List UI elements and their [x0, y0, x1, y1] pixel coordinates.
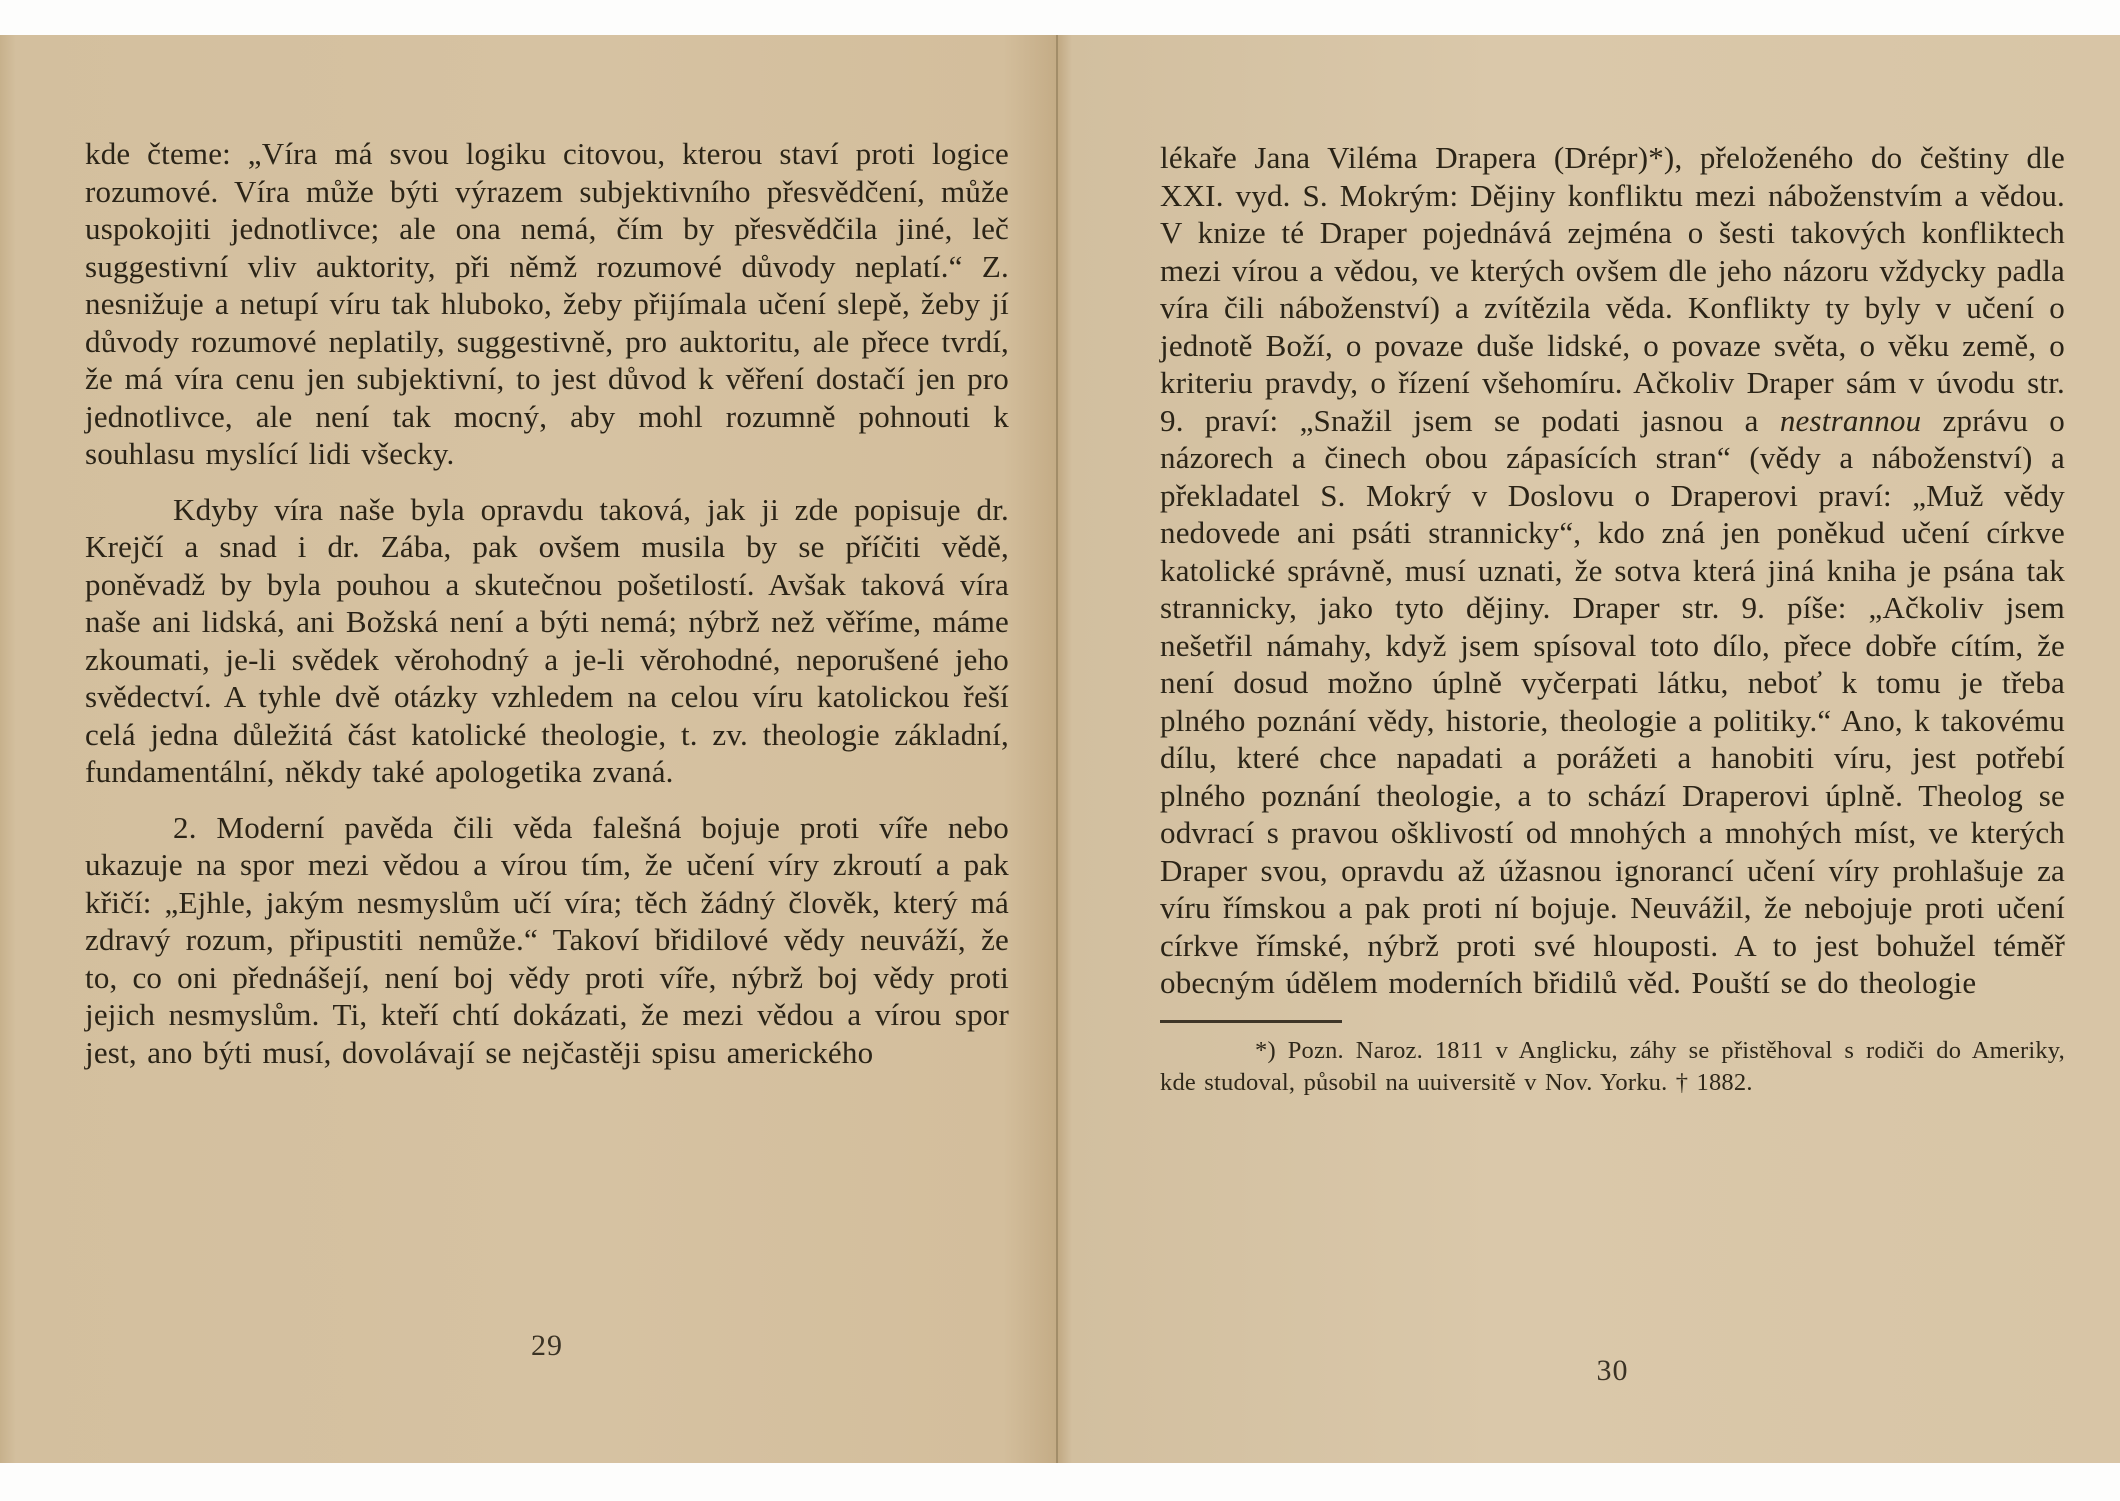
left-page — [0, 35, 1056, 1463]
paragraph-segment: zprávu o názorech a činech obou zápasících stran“ (vědy a náboženství) a překladatel S. Mokrý v Doslovu o Draperovi praví: „Muž vědy nedovede ani psáti strannicky“, kdo zná jen poněkud učení církve katolické správně, musí uznati, že sotva která jiná kniha je psána tak strannicky, jako tyto dějiny. Draper str. 9. píše: „Ačkoliv jsem nešetřil námahy, když jsem spísoval toto dílo, přece dobře cítím, že není dosud možno úplně vyčerpati látku, neboť k tomu je třeba plného poznání vědy, historie, theologie a politiky.“ Ano, k takovému dílu, které chce napadati a porážeti a hanobiti víru, jest potřebí plného poznání theologie, a to schází Draperovi úplně. Theolog se odvrací s pravou ošklivostí od mnohých a mnohých míst, ve kterých Draper svou, opravdu až úžasnou ignorancí učení víry prohlašuje za víru římskou a pak proti ní bojuje. Neuvážil, že nebojuje proti učení církve římské, nýbrž proti své hlouposti. A to jest bohužel téměř obecným údělem moderních břidilů věd. Pouští se do theologie — [1160, 402, 2065, 1000]
paragraph: 2. Moderní pavěda čili věda falešná bojuje proti víře nebo ukazuje na spor mezi vědou a vírou tím, že učení víry zkroutí a pak křičí: „Ejhle, jakým nesmyslům učí víra; těch žádný člověk, který má zdravý rozum, připustiti nemůže.“ Takoví břidilové vědy neuváží, že to, co oni přednášejí, není boj vědy proti víře, nýbrž boj vědy proti jejich nesmyslům. Ti, kteří chtí dokázati, že mezi vědou a vírou spor jest, ano býti musí, dovolávají se nejčastěji spisu amerického — [85, 809, 1009, 1070]
paragraph: Kdyby víra naše byla opravdu taková, jak ji zde popisuje dr. Krejčí a snad i dr. Zába, pak ovšem musila by se příčiti vědě, poněvadž by byla pouhou a skutečnou pošetilostí. Avšak taková víra naše ani lidská, ani Božská není a býti nemá; nýbrž než věříme, máme zkoumati, je-li svědek věrohodný a je-li věrohodné, neporušené jeho svědectví. A tyhle dvě otázky vzhledem na celou víru katolickou řeší celá jedna důležitá část katolické theologie, t. zv. theologie základní, fundamentální, někdy také apologetika zvaná. — [85, 491, 1009, 789]
right-page-text — [1058, 35, 2120, 1099]
footnote — [1160, 1020, 2065, 1099]
italic-word: nestrannou — [1779, 402, 1922, 438]
paragraph — [1160, 139, 2065, 1002]
footnote-text: *) Pozn. Naroz. 1811 v Anglicku, záhy se přistěhoval s rodiči do Ameriky, kde studoval, působil na uuiversitě v Nov. Yorku. † 1882. — [1160, 1036, 2065, 1096]
paragraph: kde čteme: „Víra má svou logiku citovou, kterou staví proti logice rozumové. Víra může býti výrazem subjektivního přesvědčení, může uspokojiti jednotlivce; ale ona nemá, čím by přesvědčila jiné, leč suggestivní vliv auktority, při němž rozumové důvody neplatí.“ Z. nesnižuje a netupí víru tak hluboko, žeby přijímala učení slepě, žeby jí důvody rozumové neplatily, suggestivně, pro auktoritu, ale přece tvrdí, že má víra cenu jen subjektivní, to jest důvod k věření dostačí jen pro jednotlivce, ale není tak mocný, aby mohl rozumně pohnouti k souhlasu myslící lidi všecky. — [85, 136, 1009, 471]
left-page-text — [0, 35, 1056, 1071]
page-number-left: 29 — [531, 1329, 563, 1362]
footnote-rule — [1160, 1020, 1342, 1023]
paragraph-segment: lékaře Jana Viléma Drapera (Drépr)*), přeloženého do češtiny dle XXI. vyd. S. Mokrým: Dějiny konfliktu mezi náboženstvím a vědou. V knize té Draper pojednává zejména o šesti takových konfliktech mezi vírou a vědou, ve kterých ovšem dle jeho názoru vždycky padla víra čili náboženství) a zvítězila věda. Konflikty ty byly v učení o jednotě Boží, o povaze duše lidské, o povaze světa, o věku země, o kriteriu pravdy, o řízení všehomíru. Ačkoliv Draper sám v úvodu str. 9. praví: „Snažil jsem se podati jasnou a — [1160, 140, 2065, 438]
page-number-right: 30 — [1596, 1354, 1629, 1387]
book-pages — [0, 35, 2120, 1463]
right-page — [1058, 35, 2120, 1463]
